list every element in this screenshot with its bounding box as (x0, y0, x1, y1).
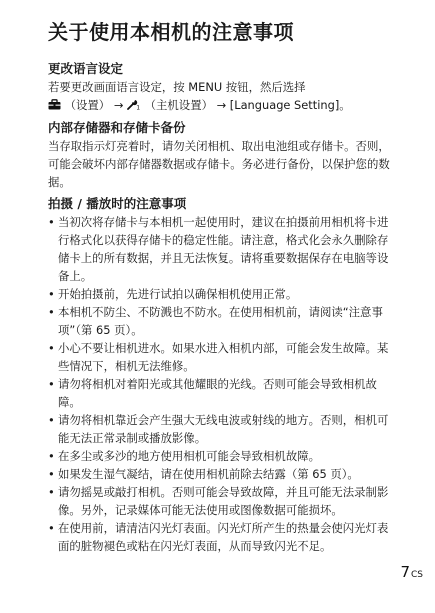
list-item: • 本相机不防尘、不防溅也不防水。在使用相机前，请阅读“注意事项”（第 65 页）。 (48, 303, 398, 339)
list-item: • 开始拍摄前，先进行试拍以确保相机使用正常。 (48, 285, 398, 303)
main-settings-label: （主机设置） (144, 98, 213, 112)
arrow-2: → (216, 98, 227, 112)
section-heading-memory: 内部存储器和存储卡备份 (48, 120, 186, 135)
page-number-value: 7 (400, 563, 410, 581)
section-shooting (48, 195, 398, 555)
language-menu-path (48, 96, 398, 115)
page-number-suffix: CS (411, 570, 423, 580)
setup-label: （设置） (64, 98, 111, 112)
toolbox-icon (48, 97, 61, 115)
list-item: • 在使用前，请清洁闪光灯表面。闪光灯所产生的热量会使闪光灯表面的脏物褪色或粘在闪光灯表面，从而导致闪光不足。 (48, 519, 398, 555)
section-memory (48, 119, 398, 191)
language-instruction: 若要更改画面语言设定，按 MENU 按钮，然后选择 (48, 80, 306, 94)
section-heading-language: 更改语言设定 (48, 61, 124, 76)
list-item: • 当初次将存储卡与本相机一起使用时，建议在拍摄前用相机将卡进行格式化以获得存储卡的稳定性能。请注意，格式化会永久删除存储卡上的所有数据，并且无法恢复。请将重要数据保存在电脑等设备上。 (48, 213, 398, 285)
list-item: • 请勿将相机靠近会产生强大无线电波或射线的地方。否则，相机可能无法正常录制或播放影像。 (48, 411, 398, 447)
arrow-1: → (113, 98, 124, 112)
list-item: • 如果发生湿气凝结，请在使用相机前除去结露（第 65 页）。 (48, 465, 398, 483)
section-language (48, 60, 398, 115)
memory-text: 当存取指示灯亮着时，请勿关闭相机、取出电池组或存储卡。否则，可能会破坏内部存储器数据或存储卡。务必进行备份，以保护您的数据。 (48, 139, 390, 189)
page-number (400, 563, 423, 584)
list-item: • 在多尘或多沙的地方使用相机可能会导致相机故障。 (48, 447, 398, 465)
list-item: • 小心不要让相机进水。如果水进入相机内部，可能会发生故障。某些情况下，相机无法维修。 (48, 339, 398, 375)
list-item: • 请勿摇晃或敲打相机。否则可能会导致故障，并且可能无法录制影像。另外，记录媒体可能无法使用或图像数据可能损坏。 (48, 483, 398, 519)
section-heading-shooting: 拍摄 / 播放时的注意事项 (48, 196, 187, 211)
page-title: 关于使用本相机的注意事项 (48, 20, 294, 44)
shooting-bullet-list (48, 213, 398, 555)
wrench-icon (127, 97, 141, 115)
language-setting-label: [Language Setting]。 (229, 98, 351, 112)
list-item: • 请勿将相机对着阳光或其他耀眼的光线。否则可能会导致相机故障。 (48, 375, 398, 411)
svg-text:1: 1 (136, 104, 141, 110)
page-content (48, 18, 398, 559)
